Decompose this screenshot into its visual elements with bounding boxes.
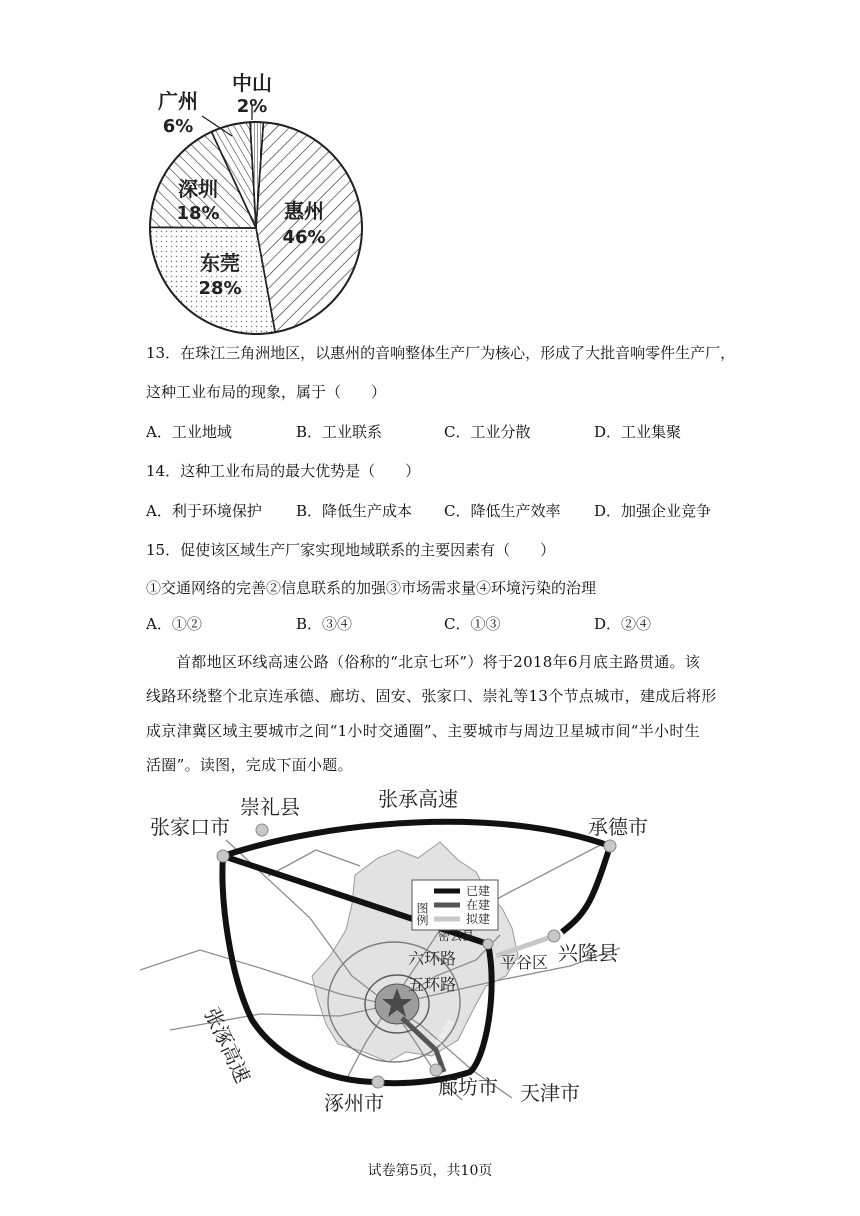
zhangjiakou-dot [217,850,229,862]
label-ring6: 六环路 [408,949,457,968]
legend-built: 已建 [466,884,491,898]
pie-label-guangzhou-pct: 6% [162,116,194,137]
q13-option-c[interactable]: C．工业分散 [444,423,531,441]
passage-line-1: 首都地区环线高速公路（俗称的“北京七环”）将于2018年6月底主路贯通。该 [176,653,701,671]
pie-label-huizhou-name: 惠州 [284,199,324,223]
label-miyun: 密云县 [438,929,475,943]
passage-line-2: 线路环绕整个北京连承德、廊坊、固安、张家口、崇礼等13个节点城市，建成后将形 [146,687,717,705]
page-footer: 试卷第5页，共10页 [367,1163,493,1179]
q13-option-a[interactable]: A．工业地域 [146,423,232,441]
pie-chart [140,60,380,340]
passage-line-3: 成京津冀区域主要城市之间“1小时交通圈”、主要城市与周边卫星城市间“半小时生 [146,722,700,740]
question-13-line2: 这种工业布局的现象，属于（ ） [146,383,387,401]
label-ring5: 五环路 [408,975,457,994]
pie-label-shenzhen-pct: 18% [176,203,220,224]
legend-planned: 拟建 [466,912,491,926]
miyun-dot [483,939,493,949]
q13-option-b[interactable]: B．工业联系 [296,423,383,441]
pie-label-zhongshan-name: 中山 [232,71,272,95]
label-zhangjiakou: 张家口市 [150,815,230,839]
label-xinglong: 兴隆县 [558,941,618,965]
pie-label-dongguan-pct: 28% [198,278,242,299]
label-pinggu: 平谷区 [500,953,549,972]
ring-road-map [140,780,660,1120]
question-15: 15．促使该区域生产厂家实现地域联系的主要因素有（ ） [146,541,556,559]
chongli-dot [256,824,268,836]
label-tianjin: 天津市 [520,1081,580,1105]
label-zhuozhou: 涿州市 [324,1091,384,1115]
label-zhangzhuo-expressway: 张涿高速 [199,1003,256,1087]
label-chengde: 承德市 [588,815,648,839]
passage-line-4: 活圈”。读图，完成下面小题。 [146,756,353,774]
q14-option-b[interactable]: B．降低生产成本 [296,502,413,520]
q15-option-c[interactable]: C．①③ [444,615,501,633]
label-chongli: 崇礼县 [240,795,300,819]
q14-option-a[interactable]: A．利于环境保护 [146,502,262,520]
question-13-line1: 13．在珠江三角洲地区，以惠州的音响整体生产厂为核心，形成了大批音响零件生产厂， [146,344,736,362]
q14-option-c[interactable]: C．降低生产效率 [444,502,561,520]
label-langfang: 廊坊市 [438,1075,498,1099]
pie-label-shenzhen-name: 深圳 [178,177,218,201]
pie-label-zhongshan-pct: 2% [236,96,268,117]
map-legend [412,880,498,930]
pie-label-huizhou-pct: 46% [282,227,326,248]
label-zhangcheng-expressway: 张承高速 [378,787,458,811]
pie-label-dongguan-name: 东莞 [200,251,240,275]
question-15-items: ①交通网络的完善②信息联系的加强③市场需求量④环境污染的治理 [146,579,597,597]
q15-option-b[interactable]: B．③④ [296,615,353,633]
zhuozhou-dot [372,1076,384,1088]
label-airport-expressway: 机场高速 [434,1018,455,1047]
question-14: 14．这种工业布局的最大优势是（ ） [146,462,421,480]
pie-label-guangzhou-name: 广州 [158,89,198,113]
q15-option-a[interactable]: A．①② [146,615,202,633]
q15-option-d[interactable]: D．②④ [594,615,652,633]
legend-title: 图例 [415,902,429,926]
q13-option-d[interactable]: D．工业集聚 [594,423,682,441]
q14-option-d[interactable]: D．加强企业竞争 [594,502,712,520]
chengde-dot [604,840,616,852]
legend-building: 在建 [466,898,491,912]
